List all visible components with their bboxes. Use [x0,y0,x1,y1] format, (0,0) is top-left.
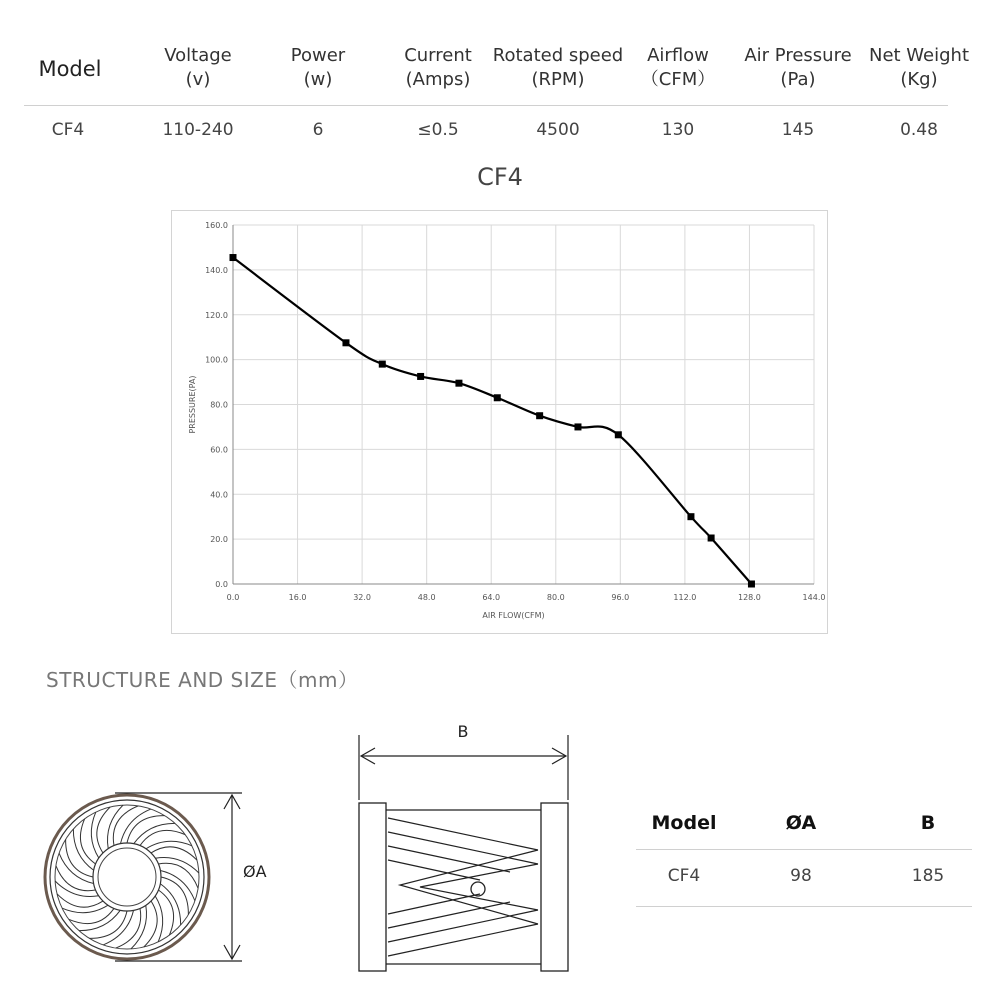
header-air-pressure: Air Pressure (Pa) [744,45,852,90]
y-tick-label: 20.0 [210,535,228,545]
cell-current: ≤0.5 [417,120,459,140]
size-table-header [0,812,1000,842]
size-cell-model: CF4 [667,866,701,886]
size-cell-diameter: 98 [790,866,812,886]
x-tick-label: 144.0 [802,593,826,602]
header-current: Current (Amps) [404,45,472,90]
x-tick-label: 48.0 [417,593,436,602]
cell-net-weight: 0.48 [900,120,938,140]
fan-blade [158,890,173,935]
header-airflow: Airflow （CFM） [640,45,716,90]
header-model: Model [38,57,102,81]
length-dimension [359,735,568,800]
diameter-label: ØA [243,862,267,881]
y-tick-label: 100.0 [205,355,228,365]
fan-blade-edge [62,905,108,913]
y-tick-label: 160.0 [205,221,228,230]
chart-title: CF4 [477,163,523,191]
x-tick-label: 96.0 [611,593,630,602]
y-tick-label: 40.0 [210,490,228,500]
x-tick-label: 128.0 [737,593,761,602]
cell-airflow: 130 [661,120,695,140]
cell-rotated-speed: 4500 [536,120,580,140]
x-axis-label: AIR FLOW(CFM) [482,611,545,620]
length-label: B [457,722,469,741]
cell-voltage: 110-240 [162,120,234,140]
y-tick-label: 140.0 [205,265,228,275]
size-table-divider [636,849,972,850]
fan-blade-edge [155,896,163,942]
header-rotated-speed: Rotated speed (RPM) [492,45,624,90]
y-tick-label: 120.0 [205,310,228,320]
size-table-bottom-rule [636,906,972,907]
fan-blade-edge [146,841,192,849]
header-voltage: Voltage (v) [164,45,232,90]
size-header-length: B [920,812,936,834]
y-tick-label: 80.0 [210,400,228,410]
size-table-row [0,866,1000,892]
x-tick-label: 80.0 [546,593,565,602]
header-net-weight: Net Weight (Kg) [868,45,970,90]
cell-power: 6 [312,120,324,140]
size-header-model: Model [651,812,717,834]
cell-air-pressure: 145 [781,120,815,140]
size-cell-length: 185 [911,866,945,886]
x-tick-label: 0.0 [226,593,240,602]
x-tick-label: 32.0 [353,593,372,602]
cell-model: CF4 [51,120,85,140]
fan-blade [69,908,114,923]
y-axis-label: PRESSURE(PA) [188,375,197,434]
y-tick-label: 0.0 [215,580,228,589]
structure-section-title: STRUCTURE AND SIZE（mm） [46,668,359,692]
size-header-diameter: ØA [785,812,817,834]
y-tick-label: 60.0 [210,445,228,455]
x-tick-label: 112.0 [673,593,697,602]
header-power: Power (w) [290,45,346,90]
x-tick-label: 16.0 [288,593,307,602]
x-tick-label: 64.0 [482,593,501,602]
